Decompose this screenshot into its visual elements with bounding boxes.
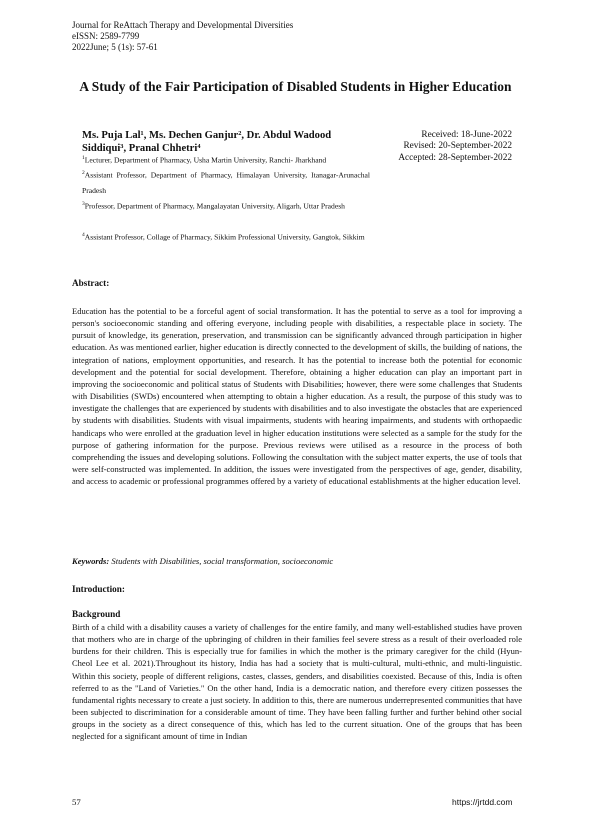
keywords-text: Students with Disabilities, social transformation, socioeconomic bbox=[111, 556, 334, 566]
journal-issue: 2022June; 5 (1s): 57-61 bbox=[72, 42, 158, 52]
abstract-heading: Abstract: bbox=[72, 278, 110, 288]
affiliation-1: $^1$Lecturer, Department of Pharmacy, Usha Martin University, Ranchi- Jharkhand bbox=[82, 155, 327, 165]
keywords bbox=[72, 556, 333, 566]
received-date: Received: 18-June-2022 bbox=[421, 130, 512, 140]
journal-name: Journal for ReAttach Therapy and Developmental Diversities bbox=[72, 20, 294, 30]
affiliation-2: $^2$Assistant Professor, Department of Pharmacy, Himalayan University, Itanagar-Arunachal Pradesh bbox=[82, 170, 370, 195]
keywords-label: Keywords: bbox=[72, 556, 110, 566]
affiliation-4: $^4$Assistant Professor, Collage of Pharmacy, Sikkim Professional University, Gangtok, Sikkim bbox=[82, 232, 365, 242]
background-subheading: Background bbox=[72, 609, 121, 619]
journal-url[interactable]: https://jrtdd.com bbox=[452, 797, 513, 807]
introduction-heading: Introduction: bbox=[72, 584, 125, 594]
affiliation-3: $^3$Professor, Department of Pharmacy, Mangalayatan University, Aligarh, Uttar Pradesh bbox=[82, 201, 345, 211]
page-number: 57 bbox=[72, 797, 81, 807]
paper-title: A Study of the Fair Participation of Disabled Students in Higher Education bbox=[79, 79, 512, 94]
author-line-2: Siddiqui³, Pranal Chhetri⁴ bbox=[82, 142, 201, 154]
introduction-text: Birth of a child with a disability causes a variety of challenges for the entire family, and many well-established studies have proven that mothers who are in charge of the upbringing of children in their families feel severe stress as a result of their overloaded role burdens for their children. This is especially true for families in which the mother is the primary caregiver for the child (Hyun-Cheol Lee et al. 2021).Throughout its history, India has had a society that is multi-cultural, multi-ethnic, and multi-linguistic. Within this society, people of different religions, castes, classes, genders, and disabilities coexisted. Because of this, India is often referred to as the "Land of Varieties." On the other hand, India is a democratic nation, and therefore every citizen possesses the fundamental rights necessary to create a just society. In addition to this, there are numerous underrepresented communities that have been subjected to discrimination for a considerable amount of time. They have been falling further and further behind other social groups in the society as a direct consequence of this, which has led to the current situation. One of the groups that has been neglected for a significant amount of time in Indian bbox=[72, 622, 522, 742]
abstract-text: Education has the potential to be a forceful agent of social transformation. It has the potential to serve as a tool for improving a person's socioeconomic standing and offering everyone, including people with disabilities, a respectable place in society. The pursuit of knowledge, its generation, preservation, and transmission can be significantly advanced through participation in higher education. As was mentioned earlier, higher education is directly connected to the development of skills, the building of nations, the integration of nations, employment opportunities, and research. It has the potential to increase both the potential for economic development and the potential for social development. Therefore, obtaining a higher education can play an important part in improving the socioeconomic and political status of Students with Disabilities; however, there were some challenges that Students with Disabilities (SWDs) encountered when attempting to obtain a higher education. As a result, the purpose of this study was to investigate the challenges that are experienced by students with disabilities and to also investigate the obstacles that are experienced by students with disabilities. Students with visual impairments, students with hearing impairments, and students with orthopaedic handicaps who were enrolled at the graduation level in higher education institutions were selected as a sample for the study for the purpose of gathering information for the purpose. Previous reviews were utilised as a resource in the process of both comprehending the issues and developing solutions. Following the consultation with the subject matter experts, the use of tools that were self-constructed was implemented. In addition, the issues were investigated from the perspectives of age, gender, disability, and access to academic or professional programmes offered by a variety of educational establishments at the higher education level. bbox=[72, 306, 522, 487]
journal-issn: eISSN: 2589-7799 bbox=[72, 31, 140, 41]
author-line-1: Ms. Puja Lal¹, Ms. Dechen Ganjur², Dr. Abdul Wadood bbox=[82, 130, 332, 141]
publication-dates bbox=[384, 130, 512, 164]
journal-header bbox=[72, 20, 293, 53]
accepted-date: Accepted: 28-September-2022 bbox=[398, 152, 512, 163]
revised-date: Revised: 20-September-2022 bbox=[403, 141, 512, 152]
